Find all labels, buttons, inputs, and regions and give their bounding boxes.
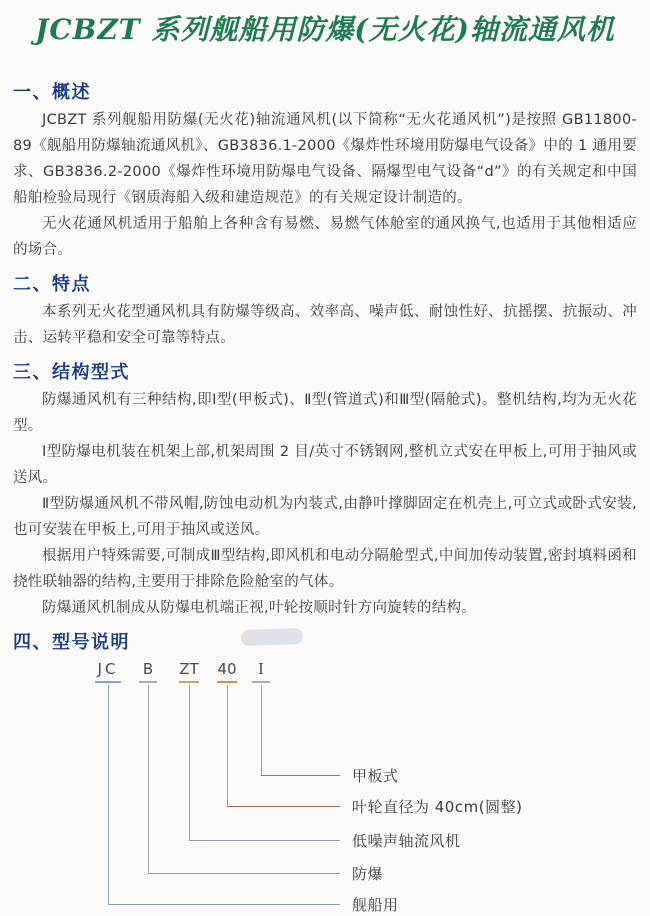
structure-paragraph-5: 防爆通风机制成从防爆电机端正视,叶轮按顺时针方向旋转的结构。 <box>42 600 477 616</box>
model-code-diagram <box>13 658 637 916</box>
code-meaning-explosion-proof: 防爆 <box>352 865 384 883</box>
section-heading-model <box>13 628 637 654</box>
code-underline-i <box>252 681 270 683</box>
scan-smudge <box>241 628 304 646</box>
code-underline-40 <box>217 681 237 683</box>
section-heading-model-text: 四、型号说明 <box>13 632 130 653</box>
code-underline-jc <box>95 681 121 683</box>
section-heading-features: 二、特点 <box>13 274 91 295</box>
model-code-i: I <box>258 660 264 678</box>
connector-line-vertical-40 <box>227 685 228 806</box>
page-title: JCBZT 系列舰船用防爆(无火花)轴流通风机 <box>35 13 615 46</box>
connector-line-vertical-b <box>148 685 149 873</box>
section-heading-structure: 三、结构型式 <box>13 362 130 383</box>
code-meaning-impeller-diameter: 叶轮直径为 40cm(圆整) <box>352 798 523 816</box>
connector-line-horizontal-b <box>148 873 340 874</box>
code-underline-b <box>139 681 157 683</box>
model-code-40: 40 <box>217 660 237 678</box>
connector-line-vertical-i <box>261 685 262 775</box>
code-underline-zt <box>179 681 199 683</box>
connector-line-horizontal-jc <box>108 904 340 905</box>
structure-paragraph-3: Ⅱ型防爆通风机不带风帽,防蚀电动机为内装式,由静叶撑脚固定在机壳上,可立式或卧式安装,也可安装在甲板上,可用于抽风或送风。 <box>13 496 637 538</box>
connector-line-horizontal-i <box>261 775 340 776</box>
code-meaning-marine-use: 舰船用 <box>352 896 399 914</box>
overview-paragraph-1: JCBZT 系列舰船用防爆(无火花)轴流通风机(以下简称“无火花通风机”)是按照 GB11800-89《舰船用防爆轴流通风机》、GB3836.1-2000《爆炸性环境用防爆电气设备》中的 1 通用要求、GB3836.2-2000《爆炸性环境用防爆电气设备、隔爆型电气设备“d”》的有关规定和中国船舶检验局现行《钢质海船入级和建造规范》的有关规定设计制造的。 <box>13 112 637 206</box>
connector-line-vertical-jc <box>108 685 109 904</box>
model-code-zt: ZT <box>179 660 199 678</box>
connector-line-horizontal-40 <box>227 806 340 807</box>
structure-paragraph-1: 防爆通风机有三种结构,即Ⅰ型(甲板式)、Ⅱ型(管道式)和Ⅲ型(隔舱式)。整机结构,均为无火花型。 <box>13 392 637 434</box>
model-code-b: B <box>142 660 154 678</box>
connector-line-horizontal-zt <box>189 840 340 841</box>
connector-line-vertical-zt <box>189 685 190 840</box>
code-meaning-low-noise-axial: 低噪声轴流风机 <box>352 832 461 850</box>
features-paragraph: 本系列无火花型通风机具有防爆等级高、效率高、噪声低、耐蚀性好、抗摇摆、抗振动、冲击、运转平稳和安全可靠等特点。 <box>13 304 637 346</box>
structure-paragraph-2: Ⅰ型防爆电机装在机架上部,机架周围 2 目/英寸不锈钢网,整机立式安在甲板上,可用于抽风或送风。 <box>13 444 637 486</box>
code-meaning-deck-type: 甲板式 <box>352 767 399 785</box>
structure-paragraph-4: 根据用户特殊需要,可制成Ⅲ型结构,即风机和电动分隔舱型式,中间加传动装置,密封填料函和挠性联轴器的结构,主要用于排除危险舱室的气体。 <box>13 548 637 590</box>
overview-paragraph-2: 无火花通风机适用于船舶上各种含有易燃、易燃气体舱室的通风换气,也适用于其他相适应的场合。 <box>13 216 637 258</box>
section-heading-overview: 一、概述 <box>13 82 91 103</box>
model-code-jc: JC <box>97 660 119 678</box>
